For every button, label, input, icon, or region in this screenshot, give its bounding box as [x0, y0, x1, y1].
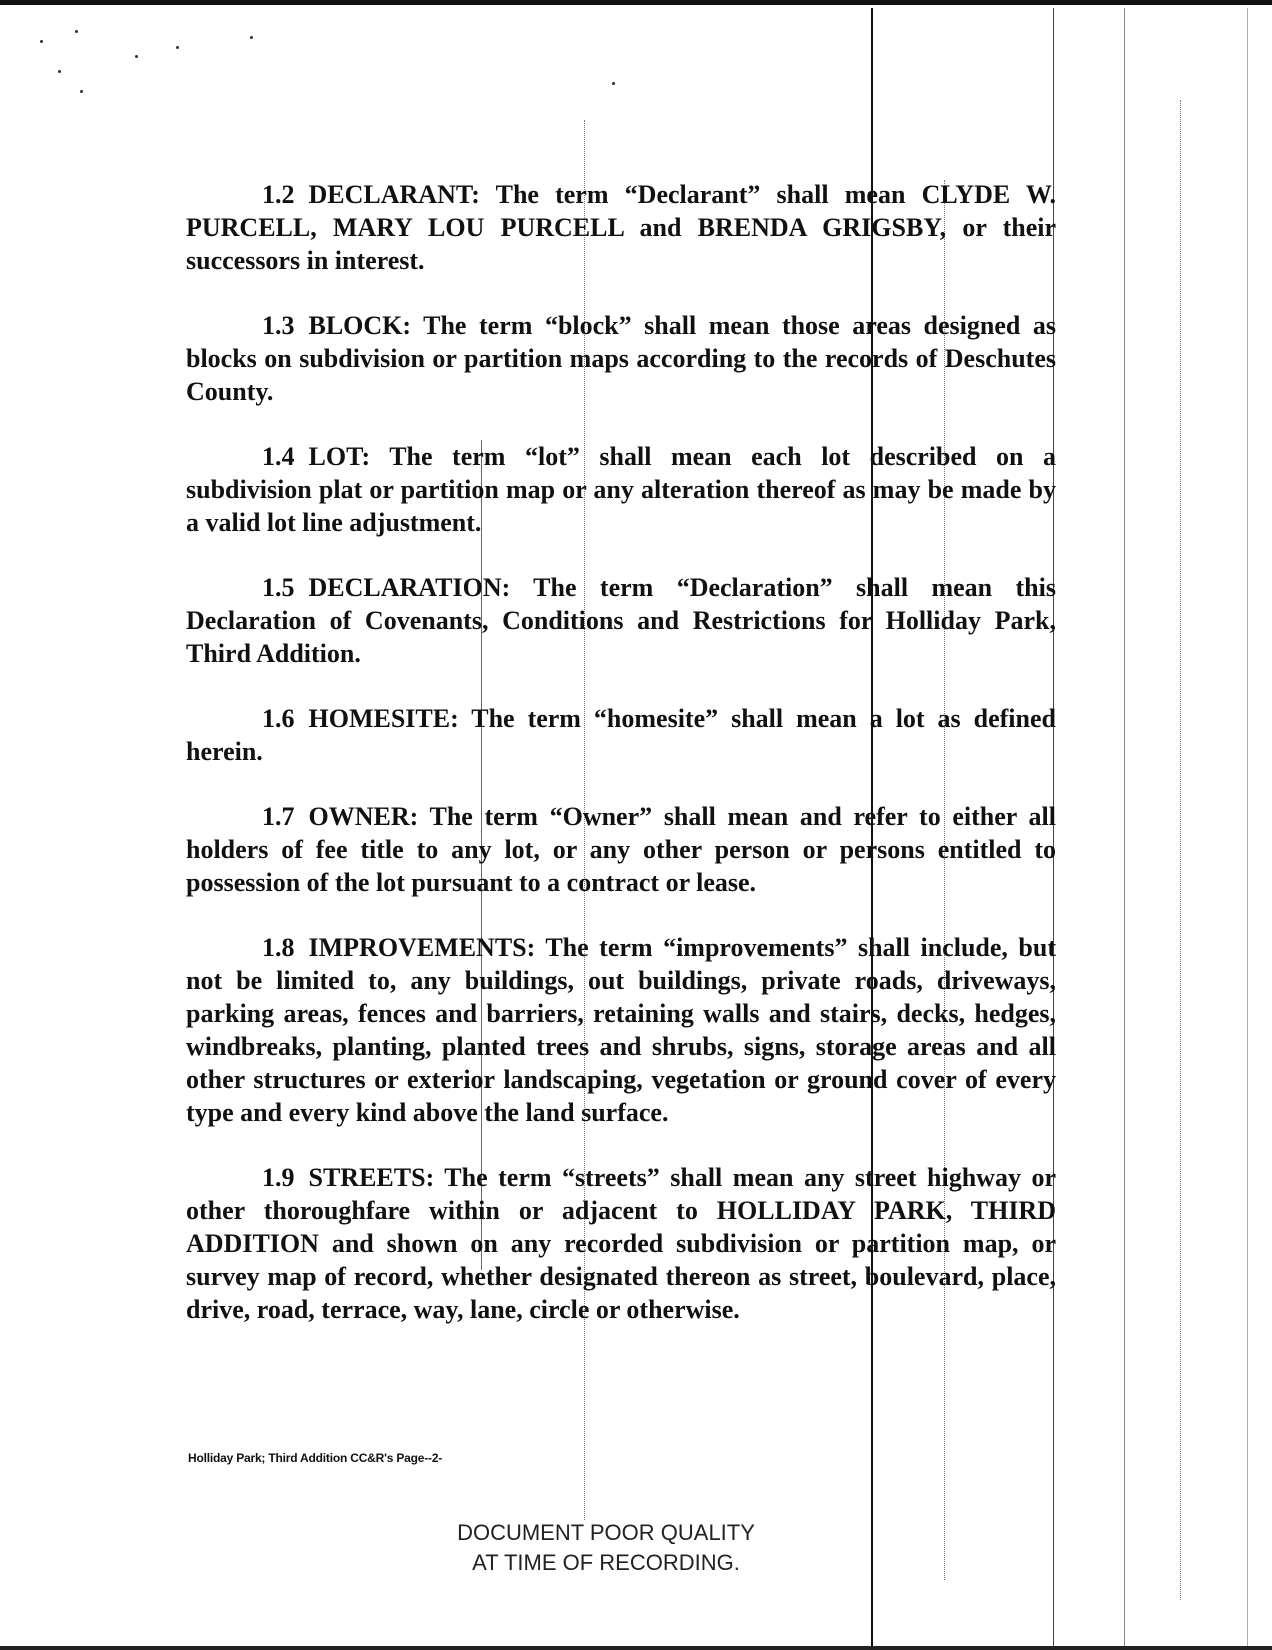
- scan-artifact-line: [1247, 8, 1248, 1646]
- section-number: 1.9: [262, 1163, 295, 1192]
- scan-speck: [40, 40, 43, 43]
- scan-speck: [176, 46, 179, 49]
- section-1-3: [186, 309, 1056, 408]
- scan-edge-bottom: [0, 1646, 1272, 1650]
- section-text: BLOCK: The term “block” shall mean those areas designed as blocks on subdivision or partition maps according to the records of Deschutes County.: [186, 311, 1056, 406]
- scan-speck: [250, 36, 253, 39]
- section-1-4: [186, 440, 1056, 539]
- section-number: 1.7: [262, 802, 295, 831]
- section-number: 1.5: [262, 573, 295, 602]
- scan-artifact-dots: [1180, 100, 1181, 1600]
- section-text: STREETS: The term “streets” shall mean any street highway or other thoroughfare within or adjacent to HOLLIDAY PARK, THIRD ADDITION and shown on any recorded subdivision or partition map, or survey map of record, whether designated thereon as street, boulevard, place, drive, road, terrace, way, lane, circle or otherwise.: [186, 1163, 1056, 1324]
- section-1-2: [186, 178, 1056, 277]
- section-1-5: [186, 571, 1056, 670]
- stamp-line-1: DOCUMENT POOR QUALITY: [457, 1520, 755, 1545]
- scan-speck: [80, 90, 83, 93]
- section-1-7: [186, 800, 1056, 899]
- section-text: HOMESITE: The term “homesite” shall mean a lot as defined herein.: [186, 704, 1056, 766]
- section-text: IMPROVEMENTS: The term “improvements” shall include, but not be limited to, any buildings, out buildings, private roads, driveways, parking areas, fences and barriers, retaining walls and stairs, decks, hedges, windbreaks, planting, planted trees and shrubs, signs, storage areas and all other structures or exterior landscaping, vegetation or ground cover of every type and every kind above the land surface.: [186, 933, 1056, 1127]
- section-number: 1.6: [262, 704, 295, 733]
- section-text: OWNER: The term “Owner” shall mean and refer to either all holders of fee title to any lot, or any other person or persons entitled to possession of the lot pursuant to a contract or lease.: [186, 802, 1056, 897]
- section-number: 1.2: [262, 180, 295, 209]
- scan-edge-top: [0, 0, 1272, 5]
- section-number: 1.3: [262, 311, 295, 340]
- scan-speck: [75, 30, 78, 33]
- section-number: 1.4: [262, 442, 295, 471]
- document-body: [186, 178, 1056, 1358]
- section-text: DECLARATION: The term “Declaration” shall mean this Declaration of Covenants, Conditions and Restrictions for Holliday Park, Third Addition.: [186, 573, 1056, 668]
- section-text: DECLARANT: The term “Declarant” shall mean CLYDE W. PURCELL, MARY LOU PURCELL and BRENDA GRIGSBY, or their successors in interest.: [186, 180, 1056, 275]
- scan-speck: [612, 82, 615, 85]
- section-1-6: [186, 702, 1056, 768]
- section-text: LOT: The term “lot” shall mean each lot described on a subdivision plat or partition map or any alteration thereof as may be made by a valid lot line adjustment.: [186, 442, 1056, 537]
- scan-speck: [135, 55, 138, 58]
- section-1-8: [186, 931, 1056, 1129]
- page-footer: Holliday Park; Third Addition CC&R's Page--2-: [188, 1451, 443, 1465]
- scan-artifact-line: [1124, 8, 1125, 1646]
- poor-quality-stamp: [396, 1518, 816, 1578]
- scan-speck: [58, 70, 61, 73]
- section-number: 1.8: [262, 933, 295, 962]
- section-1-9: [186, 1161, 1056, 1326]
- stamp-line-2: AT TIME OF RECORDING.: [472, 1550, 740, 1575]
